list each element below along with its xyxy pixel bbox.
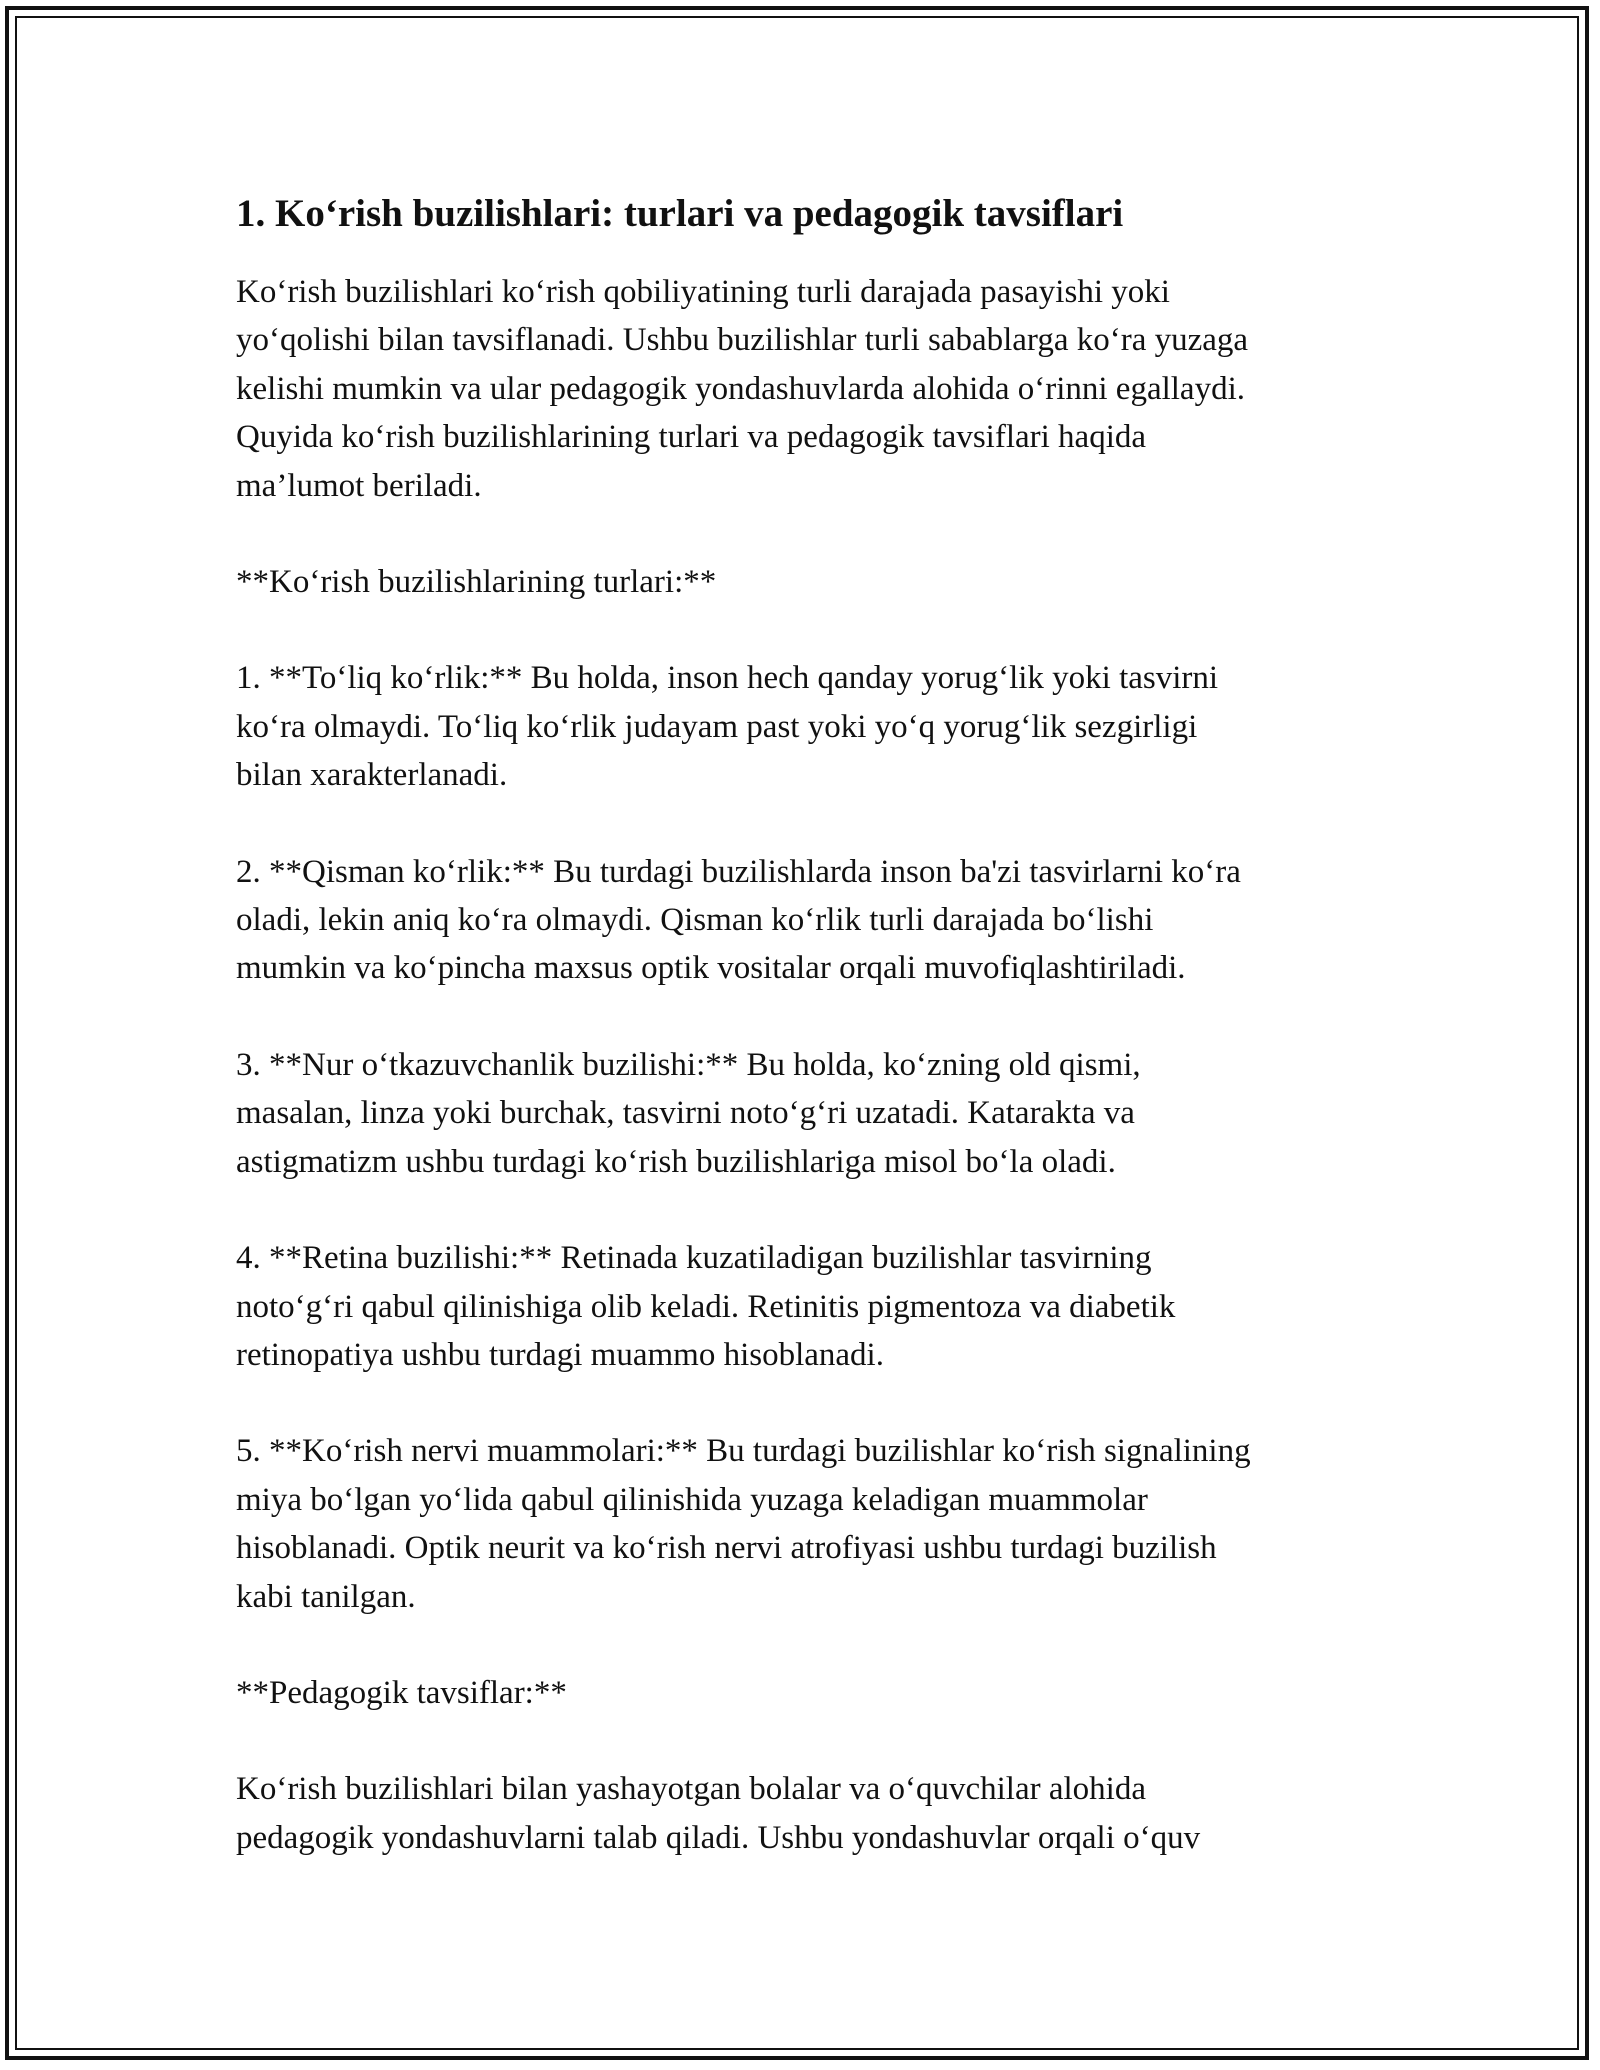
intro-paragraph: Ko‘rish buzilishlari ko‘rish qobiliyatining turli darajada pasayishi yoki yo‘qolishi bilan tavsiflanadi. Ushbu buzilishlar turli sabablarga ko‘ra yuzaga kelishi mumkin va ular pedagogik yondashuvlarda alohida o‘rinni egallaydi. Quyida ko‘rish buzilishlarining turlari va pedagogik tavsiflari haqida ma’lumot beriladi. bbox=[236, 274, 1249, 504]
pedagogical-paragraph: Ko‘rish buzilishlari bilan yashayotgan bolalar va o‘quvchilar alohida pedagogik yondashuvlarni talab qiladi. Ushbu yondashuvlar orqali o‘quv bbox=[236, 1771, 1201, 1856]
document-body bbox=[236, 188, 1376, 1910]
type-item-total-blindness: 1. **To‘liq ko‘rlik:** Bu holda, inson hech qanday yorug‘lik yoki tasvirni ko‘ra olmaydi. To‘liq ko‘rlik judayam past yoki yo‘q yorug‘lik sezgirligi bilan xarakterlanadi. bbox=[236, 660, 1219, 794]
type-item-retina: 4. **Retina buzilishi:** Retinada kuzatiladigan buzilishlar tasvirning noto‘g‘ri qabul qilinishiga olib keladi. Retinitis pigmentoza va diabetik retinopatiya ushbu turdagi muammo hisoblanadi. bbox=[236, 1240, 1176, 1373]
type-item-partial-blindness: 2. **Qisman ko‘rlik:** Bu turdagi buzilishlarda inson ba'zi tasvirlarni ko‘ra oladi, lekin aniq ko‘ra olmaydi. Qisman ko‘rlik turli darajada bo‘lishi mumkin va ko‘pincha maxsus optik vositalar orqali muvofiqlashtiriladi. bbox=[236, 853, 1241, 987]
section-heading: 1. Ko‘rish buzilishlari: turlari va pedagogik tavsiflari bbox=[236, 192, 1124, 235]
type-item-light-conduction: 3. **Nur o‘tkazuvchanlik buzilishi:** Bu holda, ko‘zning old qismi, masalan, linza yoki burchak, tasvirni noto‘g‘ri uzatadi. Katarakta va astigmatizm ushbu turdagi ko‘rish buzilishlariga misol bo‘la oladi. bbox=[236, 1046, 1141, 1180]
pedagogical-subheading: **Pedagogik tavsiflar:** bbox=[236, 1674, 567, 1711]
type-item-optic-nerve: 5. **Ko‘rish nervi muammolari:** Bu turdagi buzilishlar ko‘rish signalining miya bo‘lgan yo‘lida qabul qilinishida yuzaga keladigan muammolar hisoblanadi. Optik neurit va ko‘rish nervi atrofiyasi ushbu turdagi buzilish kabi tanilgan. bbox=[236, 1433, 1251, 1615]
types-subheading: **Ko‘rish buzilishlarining turlari:** bbox=[236, 564, 717, 601]
